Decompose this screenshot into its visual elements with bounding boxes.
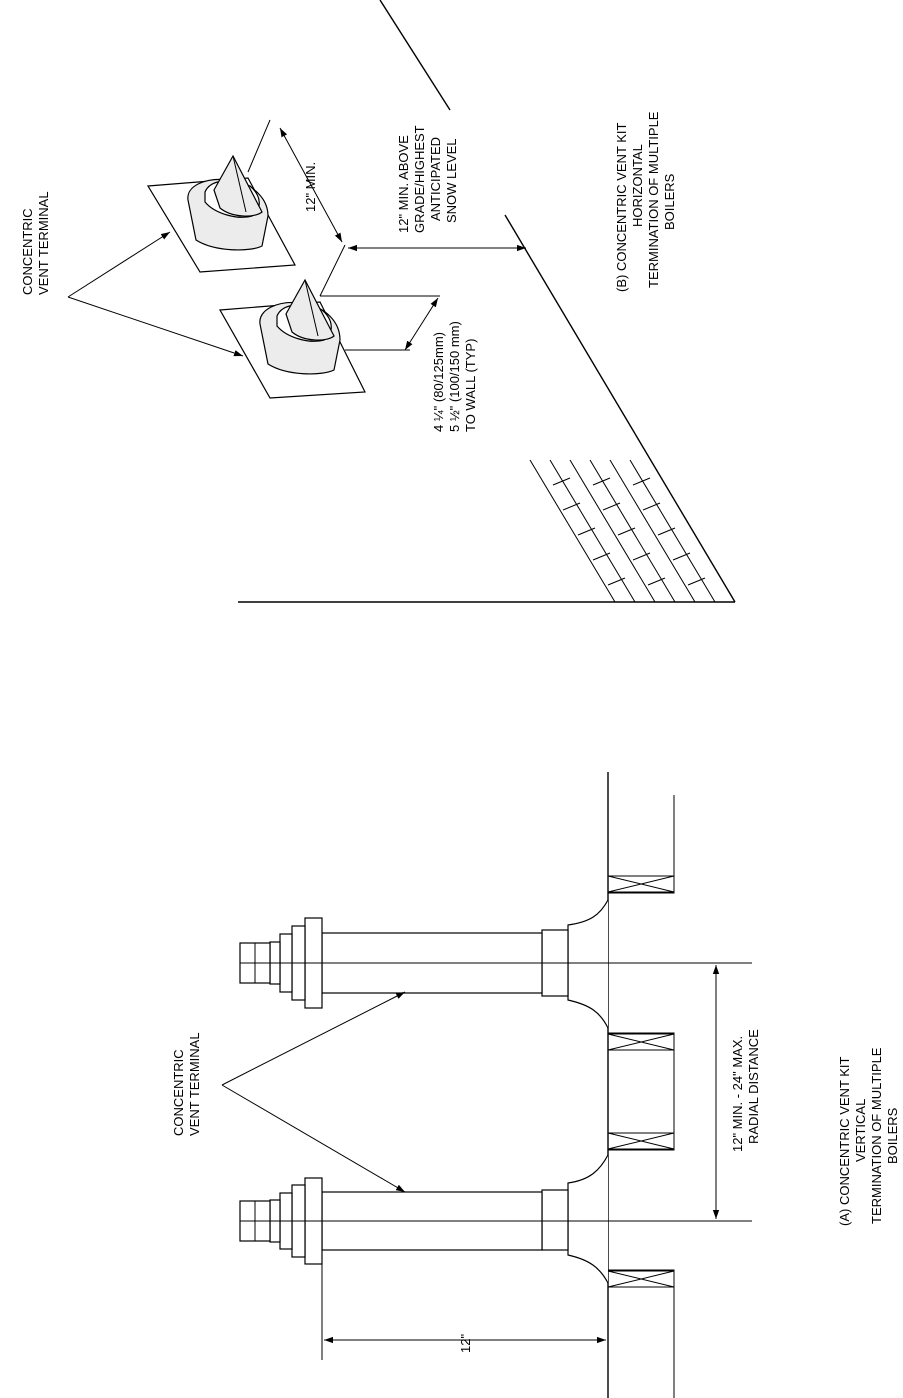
wall-edge-line [380, 0, 450, 110]
b-caption-line1: (B) CONCENTRIC VENT KIT [614, 122, 629, 292]
b-caption-line4: BOILERS [662, 173, 677, 230]
b-snow-clearance-line4: SNOW LEVEL [444, 138, 459, 223]
diagram-b-horizontal [20, 0, 735, 602]
b-min-spacing-label: 12" MIN. [303, 161, 318, 212]
a-caption-line1: (A) CONCENTRIC VENT KIT [837, 1056, 852, 1226]
a-radial-distance-line1: 12" MIN. - 24" MAX. [730, 1035, 745, 1152]
vertical-vent-lower [240, 1155, 608, 1283]
b-snow-clearance-line1: 12" MIN. ABOVE [396, 135, 411, 233]
blocking-middle-bottom [608, 1133, 674, 1149]
b-terminal-label-line2: VENT TERMINAL [36, 191, 51, 295]
vent-terminal-lower [220, 280, 365, 398]
blocking-top [608, 876, 674, 892]
leader-upper-terminal [68, 232, 170, 297]
a-terminal-label-line1: CONCENTRIC [171, 1049, 186, 1136]
vent-terminal-upper [148, 156, 295, 272]
b-snow-clearance-line3: ANTICIPATED [428, 136, 443, 221]
b-wall-distance-line2: 5 ½" (100/150 mm) [447, 321, 462, 432]
b-caption-line2: HORIZONTAL [630, 144, 645, 227]
a-radial-distance-line2: RADIAL DISTANCE [746, 1029, 761, 1144]
b-wall-distance-line1: 4 ¼" (80/125mm) [431, 332, 446, 432]
a-terminal-label-line2: VENT TERMINAL [187, 1032, 202, 1136]
blocking-bottom [608, 1271, 674, 1287]
leader-lower-terminal [68, 297, 243, 356]
diagram-a-vertical [171, 772, 900, 1398]
b-caption-line3: TERMINATION OF MULTIPLE [646, 111, 661, 288]
spacing-ext-upper [248, 120, 270, 172]
a-caption-line2: VERTICAL [853, 1098, 868, 1162]
b-terminal-label-line1: CONCENTRIC [20, 208, 35, 295]
a-height-label: 12" [458, 1333, 473, 1353]
vertical-vent-upper [240, 900, 608, 1028]
a-caption-line4: BOILERS [885, 1107, 900, 1164]
a-caption-line3: TERMINATION OF MULTIPLE [869, 1047, 884, 1224]
leader-lower-vent [222, 1085, 405, 1192]
blocking-middle-top [608, 1034, 674, 1050]
b-snow-clearance-line2: GRADE/HIGHEST [412, 125, 427, 233]
brick-wall-hatch [530, 460, 715, 602]
spacing-ext-lower [320, 245, 345, 296]
roof-structure-bottom [608, 1270, 674, 1398]
roof-structure-middle [608, 1033, 674, 1150]
b-wall-distance-line3: TO WALL (TYP) [463, 338, 478, 432]
